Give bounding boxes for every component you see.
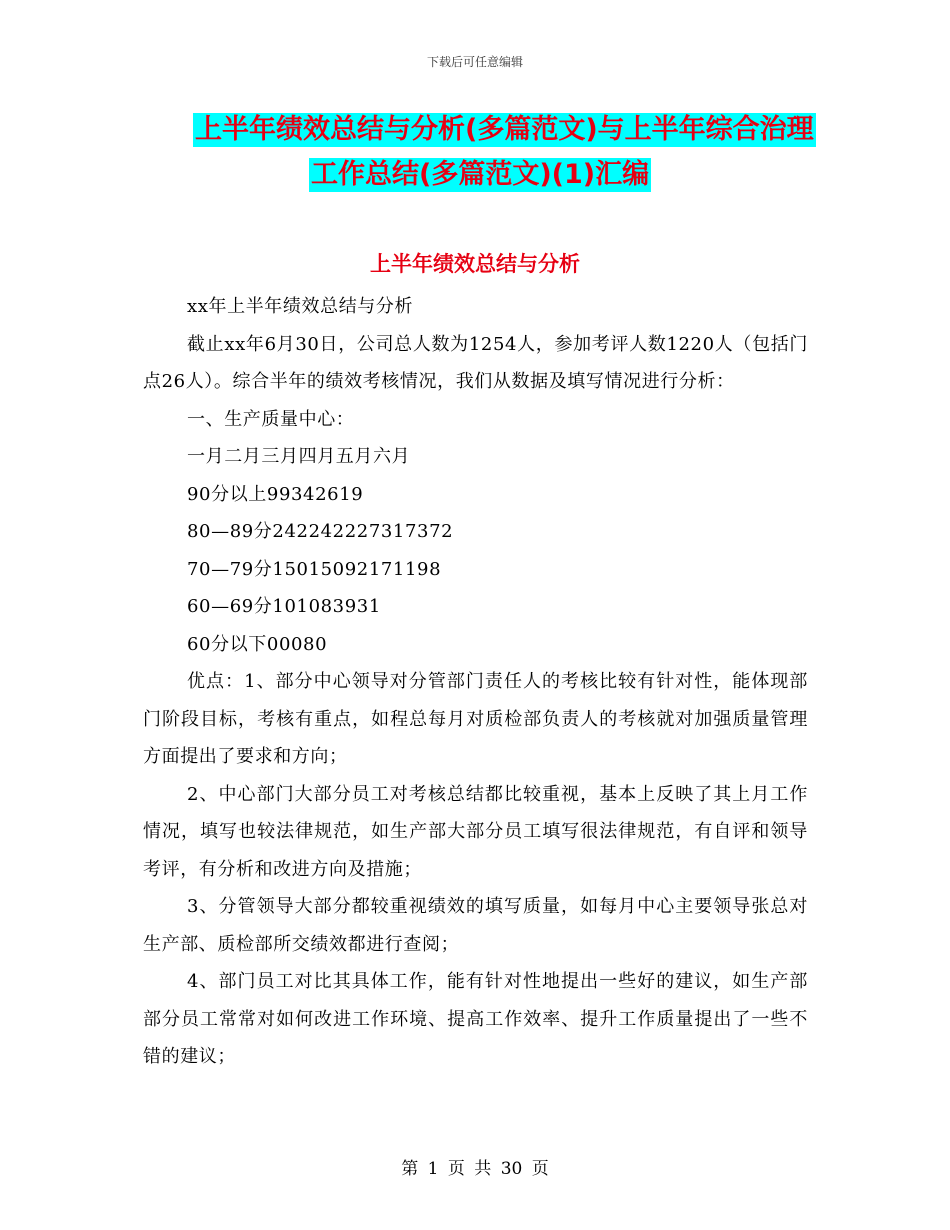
paragraph: 3、分管领导大部分都较重视绩效的填写质量，如每月中心主要领导张总对生产部、质检部所交绩效都进行查阅； xyxy=(143,896,808,955)
section-title: 上半年绩效总结与分析 xyxy=(370,252,580,276)
paragraph: 90分以上99342619 xyxy=(187,483,364,505)
paragraph: 优点：1、部分中心领导对分管部门责任人的考核比较有针对性，能体现部门阶段目标，考核有重点，如程总每月对质检部负责人的考核就对加强质量管理方面提出了要求和方向； xyxy=(143,671,808,767)
paragraph: 4、部门员工对比其具体工作，能有针对性地提出一些好的建议，如生产部部分员工常常对如何改进工作环境、提高工作效率、提升工作质量提出了一些不错的建议； xyxy=(143,971,808,1067)
paragraph: 截止xx年6月30日，公司总人数为1254人，参加考评人数1220人（包括门点26人）。综合半年的绩效考核情况，我们从数据及填写情况进行分析： xyxy=(143,333,808,392)
document-title-line-2: 工作总结(多篇范文)(1)汇编 xyxy=(311,159,650,190)
document-body xyxy=(143,288,808,1076)
page-footer: 第 1 页 共 30 页 xyxy=(401,1159,549,1179)
paragraph: 60—69分101083931 xyxy=(187,596,381,617)
header-note: 下载后可任意编辑 xyxy=(426,55,523,69)
paragraph: 一、生产质量中心： xyxy=(187,408,355,430)
paragraph: 80—89分242242227317372 xyxy=(187,521,454,542)
paragraph: xx年上半年绩效总结与分析 xyxy=(187,296,414,317)
paragraph: 2、中心部门大部分员工对考核总结都比较重视，基本上反映了其上月工作情况，填写也较法律规范，如生产部大部分员工填写很法律规范，有自评和领导考评，有分析和改进方向及措施； xyxy=(143,783,808,880)
paragraph: 70—79分15015092171198 xyxy=(187,558,442,580)
document-title-line-1: 上半年绩效总结与分析(多篇范文)与上半年综合治理 xyxy=(195,114,814,145)
paragraph: 一月二月三月四月五月六月 xyxy=(187,446,411,467)
paragraph: 60分以下00080 xyxy=(187,633,328,655)
